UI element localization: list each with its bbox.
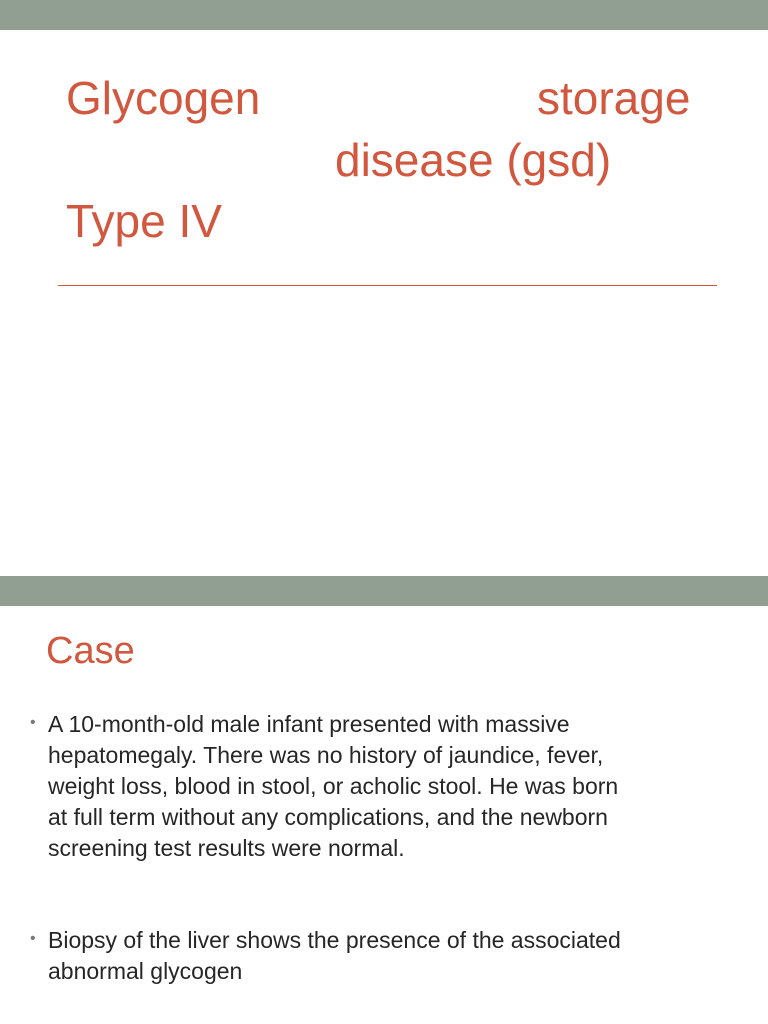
title-word-glycogen: Glycogen bbox=[66, 72, 261, 124]
bullet-line: A 10-month-old male infant presented with massive bbox=[48, 711, 570, 737]
slide-header-bar-2 bbox=[0, 576, 768, 606]
title-word-type: Type IV bbox=[66, 195, 222, 247]
bullet-item-biopsy bbox=[30, 925, 720, 987]
bullet-line: screening test results were normal. bbox=[48, 835, 405, 861]
bullet-icon: • bbox=[30, 930, 36, 947]
slide-header-bar bbox=[0, 0, 768, 30]
bullet-line: abnormal glycogen bbox=[48, 958, 243, 984]
bullet-line: hepatomegaly. There was no history of jaundice, fever, bbox=[48, 742, 604, 768]
bullet-item-case-description bbox=[30, 709, 720, 864]
bullet-line: Biopsy of the liver shows the presence of the associated bbox=[48, 927, 621, 953]
title-underline bbox=[58, 285, 717, 286]
case-heading: Case bbox=[46, 630, 135, 672]
title-word-disease: disease (gsd) bbox=[335, 134, 612, 186]
bullet-line: at full term without any complications, and the newborn bbox=[48, 804, 608, 830]
title-word-storage: storage bbox=[537, 72, 691, 124]
bullet-icon: • bbox=[30, 714, 36, 731]
bullet-line: weight loss, blood in stool, or acholic stool. He was born bbox=[48, 773, 619, 799]
